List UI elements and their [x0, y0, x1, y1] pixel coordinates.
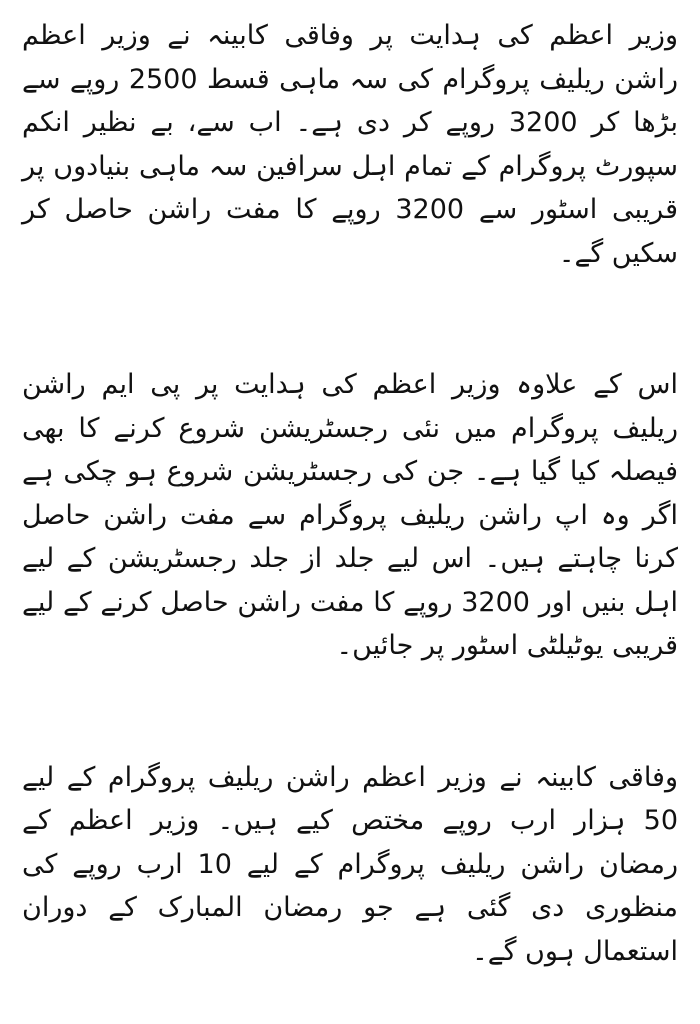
paragraph-budget-allocation: وفاقی کابینہ نے وزیر اعظم راشن ریلیف پروگرام کے لیے 50 ہزار ارب روپے مختص کیے ہیں۔ وزیر اعظم کے رمضان راشن ریلیف پروگرام کے لیے 10 ارب روپے کی منظوری دی گئی ہے جو رمضان المبارک کے دوران استعمال ہوں گے۔	[22, 761, 678, 967]
paragraph-ration-installment-increase: وزیر اعظم کی ہدایت پر وفاقی کابینہ نے وزیر اعظم راشن ریلیف پروگرام کی سہ ماہی قسط 2500 روپے سے بڑھا کر 3200 روپے کر دی ہے۔ اب سے، بے نظیر انکم سپورٹ پروگرام کے تمام اہل سرافین سہ ماہی بنیادوں پر قریبی اسٹور سے 3200 روپے کا مفت راشن حاصل کر سکیں گے۔	[22, 20, 678, 269]
paragraph-new-registration: اس کے علاوہ وزیر اعظم کی ہدایت پر پی ایم راشن ریلیف پروگرام میں نئی رجسٹریشن شروع کرنے کا بھی فیصلہ کیا گیا ہے۔ جن کی رجسٹریشن شروع ہو چکی ہے اگر وہ اپ راشن ریلیف پروگرام سے مفت راشن حاصل کرنا چاہتے ہیں۔ اس لیے جلد از جلد رجسٹریشن کے لیے اہل بنیں اور 3200 روپے کا مفت راشن حاصل کرنے کے لیے قریبی یوٹیلٹی اسٹور پر جائیں۔	[22, 369, 678, 661]
